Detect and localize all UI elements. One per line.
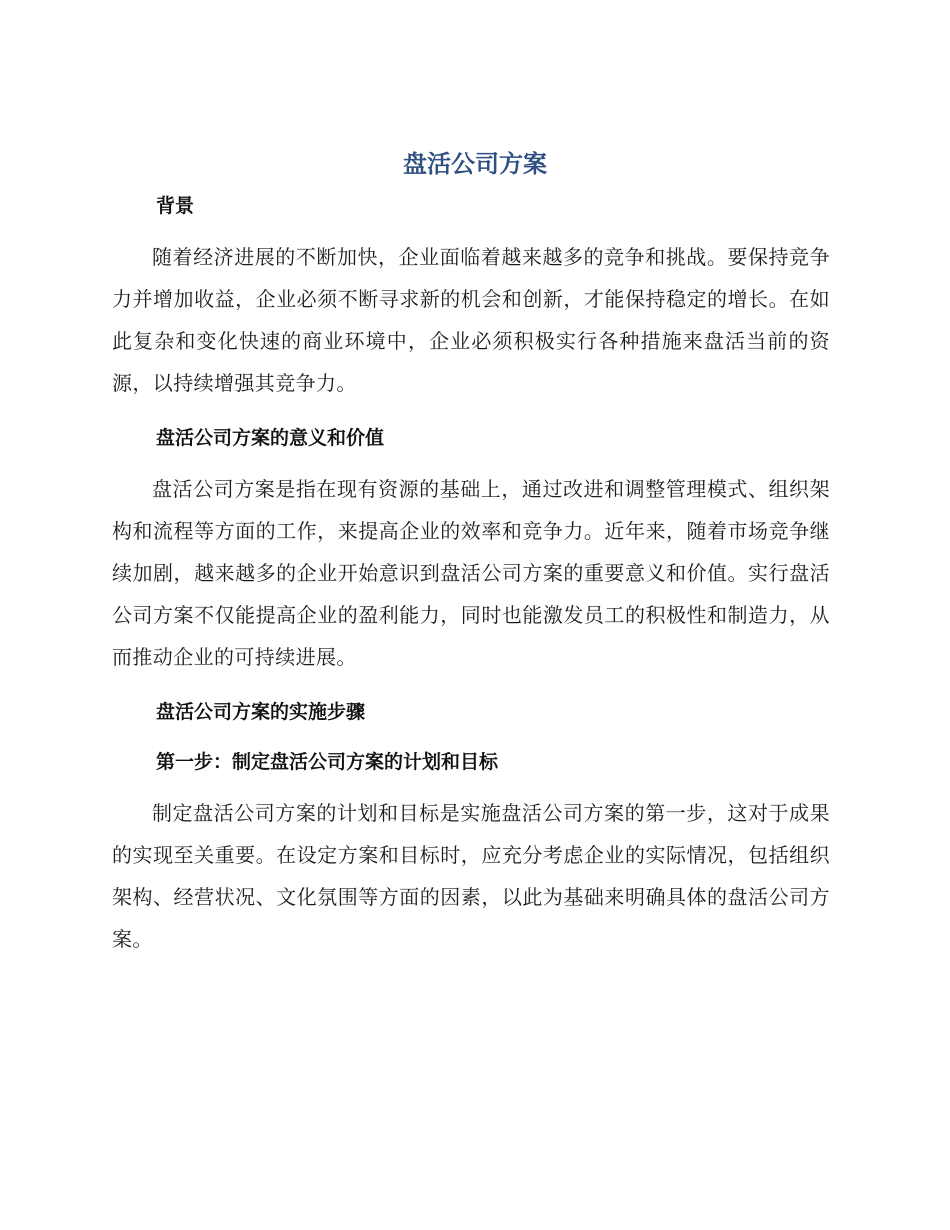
spacer xyxy=(112,458,830,468)
spacer xyxy=(112,732,830,742)
spacer xyxy=(112,782,830,792)
document-title: 盘活公司方案 xyxy=(403,150,547,178)
section-heading-steps: 盘活公司方案的实施步骤 xyxy=(156,701,366,723)
spacer xyxy=(112,678,830,692)
section-heading-background: 背景 xyxy=(156,195,195,217)
paragraph-meaning: 盘活公司方案是指在现有资源的基础上，通过改进和调整管理模式、组织架构和流程等方面的工作，来提高企业的效率和竞争力。近年来，随着市场竞争继续加剧，越来越多的企业开始意识到盘活公司方案的重要意义和价值。实行盘活公司方案不仅能提高企业的盈利能力，同时也能激发员工的积极性和制造力，从而推动企业的可持续进展。 xyxy=(112,477,830,669)
section-heading-step1: 第一步：制定盘活公司方案的计划和目标 xyxy=(156,751,499,773)
paragraph-step1: 制定盘活公司方案的计划和目标是实施盘活公司方案的第一步，这对于成果的实现至关重要。在设定方案和目标时，应充分考虑企业的实际情况，包括组织架构、经营状况、文化氛围等方面的因素，以此为基础来明确具体的盘活公司方案。 xyxy=(112,801,830,951)
spacer xyxy=(112,404,830,418)
paragraph-background: 随着经济进展的不断加快，企业面临着越来越多的竞争和挑战。要保持竞争力并增加收益，企业必须不断寻求新的机会和创新，才能保持稳定的增长。在如此复杂和变化快速的商业环境中，企业必须积极实行各种措施来盘活当前的资源，以持续增强其竞争力。 xyxy=(112,245,830,395)
section-heading-meaning: 盘活公司方案的意义和价值 xyxy=(156,427,385,449)
document-body xyxy=(112,186,830,960)
spacer xyxy=(112,226,830,236)
